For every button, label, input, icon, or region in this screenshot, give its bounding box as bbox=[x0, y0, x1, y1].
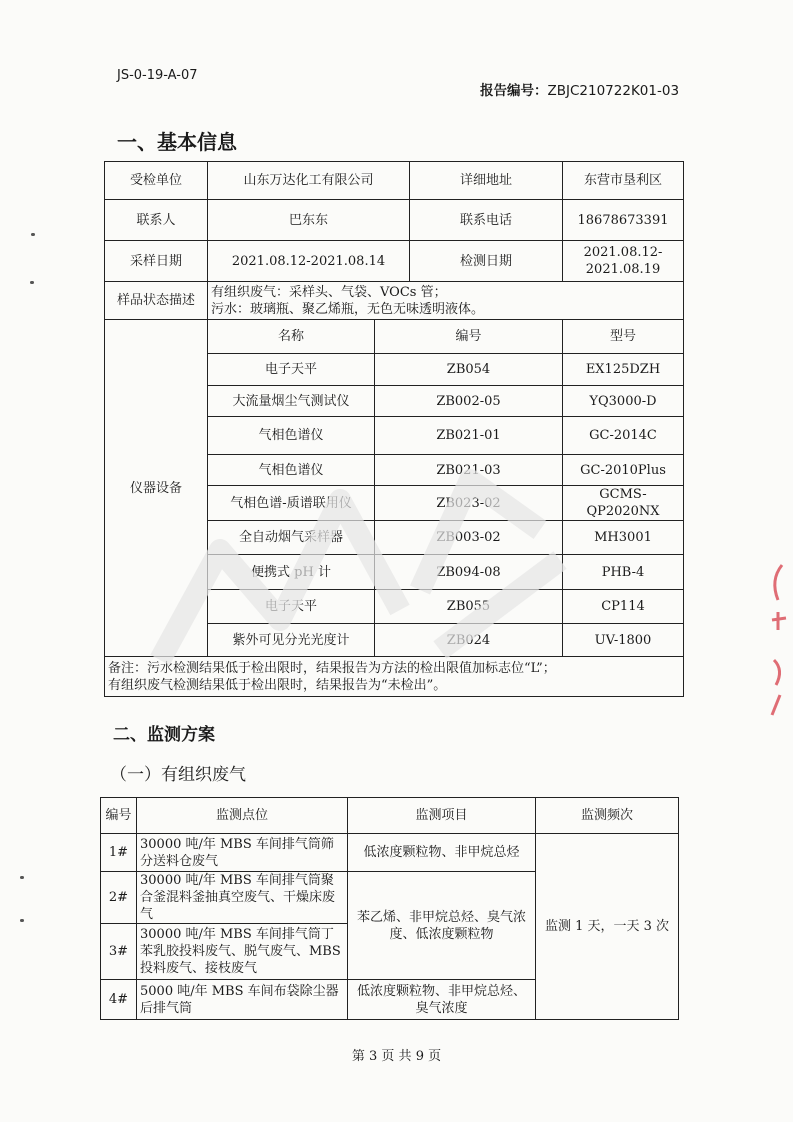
section-title-monitoring-plan: 二、监测方案 bbox=[113, 725, 215, 745]
instrument-header-code: 编号 bbox=[375, 320, 563, 354]
instrument-code: ZB023-02 bbox=[375, 486, 563, 521]
document-code: JS-0-19-A-07 bbox=[117, 68, 198, 83]
table-row bbox=[101, 834, 679, 872]
remark-line: 有组织废气检测结果低于检出限时，结果报告为“未检出”。 bbox=[108, 677, 447, 693]
point-no: 4# bbox=[101, 980, 137, 1020]
report-number-value: ZBJC210722K01-03 bbox=[547, 83, 680, 99]
sample-state-label: 样品状态描述 bbox=[105, 282, 208, 320]
instrument-name: 全自动烟气采样器 bbox=[208, 521, 375, 555]
margin-speck bbox=[30, 281, 34, 284]
margin-speck bbox=[31, 233, 35, 236]
instrument-model: CP114 bbox=[563, 590, 684, 624]
address-value: 东营市垦利区 bbox=[563, 162, 684, 200]
watermark-logo bbox=[140, 420, 600, 700]
instrument-name: 电子天平 bbox=[208, 354, 375, 386]
sample-date-value: 2021.08.12-2021.08.14 bbox=[208, 241, 410, 282]
instrument-code: ZB002-05 bbox=[375, 386, 563, 417]
unit-value: 山东万达化工有限公司 bbox=[208, 162, 410, 200]
instrument-code: ZB021-01 bbox=[375, 417, 563, 455]
table-row bbox=[105, 241, 684, 282]
instrument-name: 电子天平 bbox=[208, 590, 375, 624]
sample-state-value bbox=[208, 282, 684, 320]
margin-speck bbox=[20, 919, 24, 922]
instrument-name: 气相色谱仪 bbox=[208, 455, 375, 486]
table-row bbox=[105, 200, 684, 241]
report-number-label: 报告编号： bbox=[480, 83, 548, 99]
point-no: 2# bbox=[101, 872, 137, 924]
instrument-code: ZB094-08 bbox=[375, 555, 563, 590]
sample-date-label: 采样日期 bbox=[105, 241, 208, 282]
header-no: 编号 bbox=[101, 798, 137, 834]
phone-value: 18678673391 bbox=[563, 200, 684, 241]
point-no: 1# bbox=[101, 834, 137, 872]
monitoring-item: 苯乙烯、非甲烷总烃、臭气浓度、低浓度颗粒物 bbox=[348, 872, 536, 980]
seal-stamp-icon bbox=[752, 560, 792, 720]
instrument-name: 大流量烟尘气测试仪 bbox=[208, 386, 375, 417]
address-label: 详细地址 bbox=[410, 162, 563, 200]
contact-label: 联系人 bbox=[105, 200, 208, 241]
test-date-value: 2021.08.12-2021.08.19 bbox=[563, 241, 684, 282]
monitoring-plan-table bbox=[100, 797, 679, 1020]
monitoring-frequency: 监测 1 天，一天 3 次 bbox=[536, 834, 679, 1020]
monitoring-point: 30000 吨/年 MBS 车间排气筒聚合釜混料釜抽真空废气、干燥床废气 bbox=[137, 872, 348, 924]
instrument-code: ZB021-03 bbox=[375, 455, 563, 486]
instrument-header-name: 名称 bbox=[208, 320, 375, 354]
instrument-code: ZB055 bbox=[375, 590, 563, 624]
margin-speck bbox=[20, 876, 24, 879]
monitoring-item: 低浓度颗粒物、非甲烷总烃、臭气浓度 bbox=[348, 980, 536, 1020]
header-frequency: 监测频次 bbox=[536, 798, 679, 834]
instrument-name: 气相色谱-质谱联用仪 bbox=[208, 486, 375, 521]
instrument-model: GCMS-QP2020NX bbox=[563, 486, 684, 521]
subsection-title-organized-exhaust: （一）有组织废气 bbox=[110, 765, 246, 785]
table-row bbox=[105, 282, 684, 320]
instrument-name: 紫外可见分光光度计 bbox=[208, 624, 375, 657]
sample-state-line: 有组织废气：采样头、气袋、VOCs 管； bbox=[211, 284, 447, 300]
remark-line: 备注：污水检测结果低于检出限时，结果报告为方法的检出限值加标志位“L”； bbox=[108, 660, 556, 676]
instrument-model: GC-2010Plus bbox=[563, 455, 684, 486]
header-point: 监测点位 bbox=[137, 798, 348, 834]
instrument-name: 便携式 pH 计 bbox=[208, 555, 375, 590]
table-row bbox=[105, 162, 684, 200]
instrument-name: 气相色谱仪 bbox=[208, 417, 375, 455]
monitoring-point: 30000 吨/年 MBS 车间排气筒筛分送料仓废气 bbox=[137, 834, 348, 872]
instrument-code: ZB003-02 bbox=[375, 521, 563, 555]
monitoring-point: 30000 吨/年 MBS 车间排气筒丁苯乳胶投料废气、脱气废气、MBS 投料废气、接枝废气 bbox=[137, 924, 348, 980]
page-number: 第 3 页 共 9 页 bbox=[351, 1049, 442, 1064]
instrument-model: MH3001 bbox=[563, 521, 684, 555]
table-header-row bbox=[101, 798, 679, 834]
test-date-label: 检测日期 bbox=[410, 241, 563, 282]
instrument-code: ZB054 bbox=[375, 354, 563, 386]
instrument-header-row bbox=[105, 320, 684, 354]
instrument-model: YQ3000-D bbox=[563, 386, 684, 417]
instrument-model: PHB-4 bbox=[563, 555, 684, 590]
phone-label: 联系电话 bbox=[410, 200, 563, 241]
sample-state-line: 污水：玻璃瓶、聚乙烯瓶，无色无味透明液体。 bbox=[211, 301, 485, 317]
unit-label: 受检单位 bbox=[105, 162, 208, 200]
instrument-model: EX125DZH bbox=[563, 354, 684, 386]
point-no: 3# bbox=[101, 924, 137, 980]
section-title-basic-info: 一、基本信息 bbox=[117, 130, 237, 154]
monitoring-point: 5000 吨/年 MBS 车间布袋除尘器后排气筒 bbox=[137, 980, 348, 1020]
contact-value: 巴东东 bbox=[208, 200, 410, 241]
instrument-header-model: 型号 bbox=[563, 320, 684, 354]
instrument-model: GC-2014C bbox=[563, 417, 684, 455]
report-number bbox=[480, 79, 679, 99]
monitoring-item: 低浓度颗粒物、非甲烷总烃 bbox=[348, 834, 536, 872]
instruments-label: 仪器设备 bbox=[105, 320, 208, 657]
header-item: 监测项目 bbox=[348, 798, 536, 834]
instrument-code: ZB024 bbox=[375, 624, 563, 657]
instrument-model: UV-1800 bbox=[563, 624, 684, 657]
